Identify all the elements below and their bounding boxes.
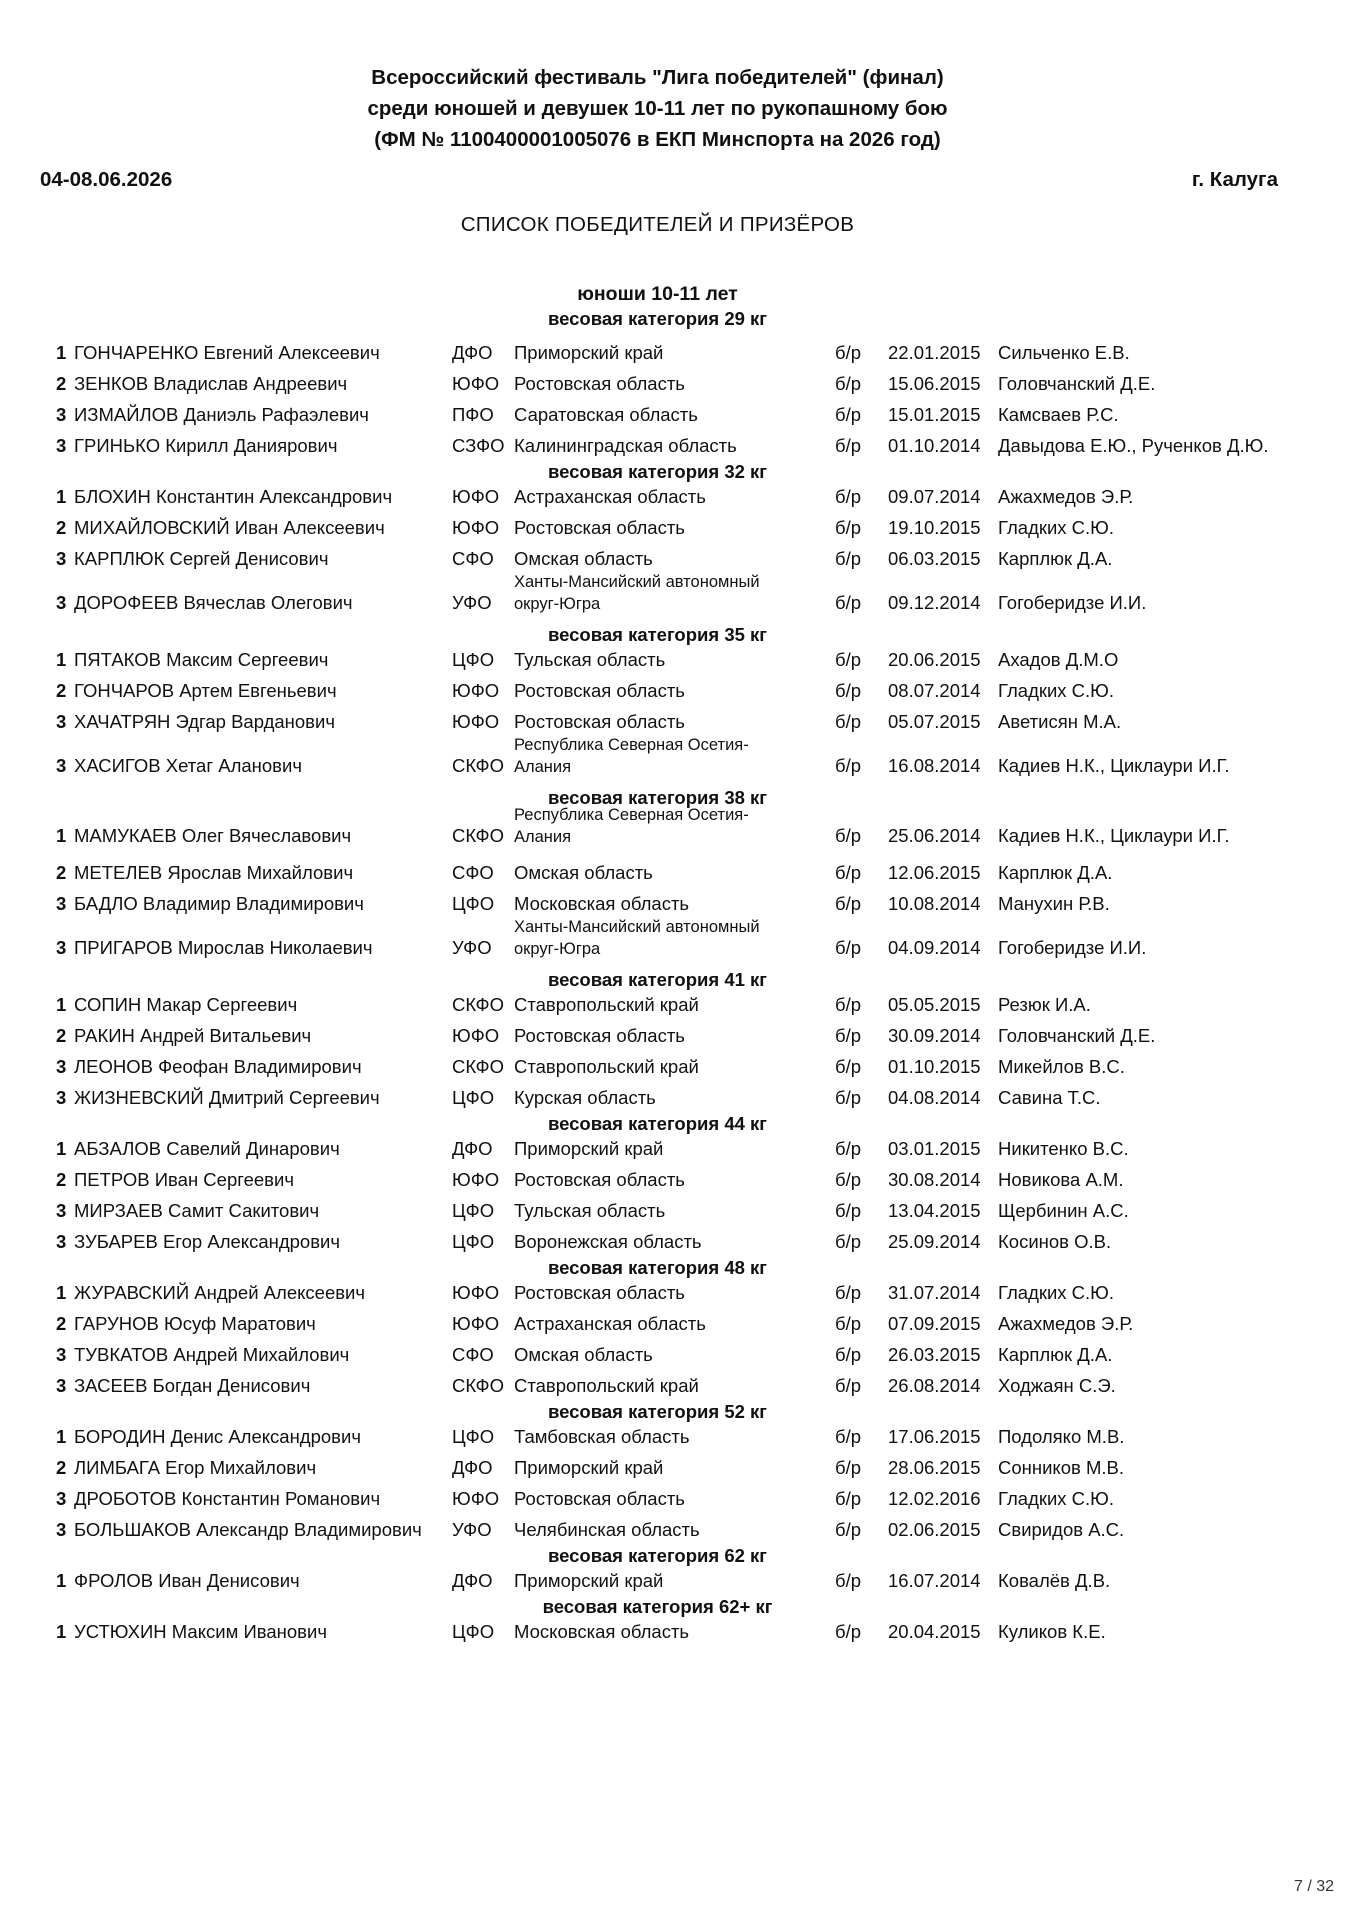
athlete-place: 3 bbox=[56, 1056, 67, 1077]
athlete-region: Курская область bbox=[514, 1087, 656, 1108]
athlete-name: КАРПЛЮК Сергей Денисович bbox=[74, 548, 329, 569]
athlete-birthdate: 25.06.2014 bbox=[888, 825, 981, 846]
athlete-coach: Новикова А.М. bbox=[998, 1169, 1124, 1190]
athlete-name: ХАЧАТРЯН Эдгар Варданович bbox=[74, 711, 335, 732]
athlete-rank: б/р bbox=[835, 893, 862, 914]
athlete-rank: б/р bbox=[835, 825, 862, 846]
athlete-place: 2 bbox=[56, 1457, 67, 1478]
athlete-district: ЮФО bbox=[452, 1025, 500, 1046]
athlete-coach: Кадиев Н.К., Циклаури И.Г. bbox=[998, 755, 1230, 776]
athlete-place: 3 bbox=[56, 548, 67, 569]
athlete-district: СФО bbox=[452, 548, 494, 569]
athlete-birthdate: 08.07.2014 bbox=[888, 680, 981, 701]
athlete-region: Московская область bbox=[514, 1621, 690, 1642]
athlete-region: Астраханская область bbox=[514, 1313, 706, 1334]
athlete-region: Ростовская область bbox=[514, 1488, 685, 1509]
title-line-1: Всероссийский фестиваль "Лига победителей" (финал) bbox=[371, 66, 944, 89]
athlete-region: Челябинская область bbox=[514, 1519, 700, 1540]
athlete-rank: б/р bbox=[835, 1231, 862, 1252]
athlete-name: БОРОДИН Денис Александрович bbox=[74, 1426, 361, 1447]
athlete-district: ЮФО bbox=[452, 1313, 500, 1334]
athlete-birthdate: 26.08.2014 bbox=[888, 1375, 981, 1396]
athlete-birthdate: 22.01.2015 bbox=[888, 342, 981, 363]
athlete-name: ПЕТРОВ Иван Сергеевич bbox=[74, 1169, 294, 1190]
athlete-name: ТУВКАТОВ Андрей Михайлович bbox=[74, 1344, 350, 1365]
athlete-name: БЛОХИН Константин Александрович bbox=[74, 486, 393, 507]
athlete-region: Ставропольский край bbox=[514, 1056, 699, 1077]
athlete-region: Омская область bbox=[514, 1344, 653, 1365]
athlete-rank: б/р bbox=[835, 1087, 862, 1108]
age-group-title: юноши 10-11 лет bbox=[577, 283, 738, 305]
athlete-place: 2 bbox=[56, 517, 67, 538]
athlete-coach: Сильченко Е.В. bbox=[998, 342, 1130, 363]
athlete-rank: б/р bbox=[835, 1200, 862, 1221]
athlete-birthdate: 12.02.2016 bbox=[888, 1488, 981, 1509]
document-title bbox=[0, 62, 1315, 155]
athlete-coach: Карплюк Д.А. bbox=[998, 862, 1113, 883]
athlete-district: ЮФО bbox=[452, 373, 500, 394]
athlete-coach: Щербинин А.С. bbox=[998, 1200, 1129, 1221]
list-title: СПИСОК ПОБЕДИТЕЛЕЙ И ПРИЗЁРОВ bbox=[460, 213, 855, 236]
athlete-name: ПЯТАКОВ Максим Сергеевич bbox=[74, 649, 329, 670]
athlete-birthdate: 01.10.2014 bbox=[888, 435, 981, 456]
athlete-rank: б/р bbox=[835, 1344, 862, 1365]
athlete-place: 2 bbox=[56, 680, 67, 701]
athlete-birthdate: 10.08.2014 bbox=[888, 893, 981, 914]
athlete-name: БАДЛО Владимир Владимирович bbox=[74, 893, 364, 914]
athlete-place: 3 bbox=[56, 1344, 67, 1365]
athlete-birthdate: 19.10.2015 bbox=[888, 517, 981, 538]
weight-category-title: весовая категория 62+ кг bbox=[542, 1596, 773, 1617]
athlete-birthdate: 15.01.2015 bbox=[888, 404, 981, 425]
athlete-region: Калининградская область bbox=[514, 435, 737, 456]
athlete-district: ЮФО bbox=[452, 1282, 500, 1303]
athlete-district: СФО bbox=[452, 862, 494, 883]
athlete-name: ПРИГАРОВ Мирослав Николаевич bbox=[74, 937, 373, 958]
athlete-coach: Гладких С.Ю. bbox=[998, 517, 1115, 538]
athlete-region: Тамбовская область bbox=[514, 1426, 690, 1447]
athlete-name: ЛЕОНОВ Феофан Владимирович bbox=[74, 1056, 362, 1077]
athlete-region: Омская область bbox=[514, 862, 653, 883]
athlete-place: 1 bbox=[56, 1282, 67, 1303]
title-line-2: среди юношей и девушек 10-11 лет по рукопашному бою bbox=[367, 97, 948, 120]
athlete-coach: Ажахмедов Э.Р. bbox=[998, 1313, 1134, 1334]
athlete-rank: б/р bbox=[835, 1313, 862, 1334]
athlete-name: ЛИМБАГА Егор Михайлович bbox=[74, 1457, 317, 1478]
athlete-place: 2 bbox=[56, 1313, 67, 1334]
athlete-district: ПФО bbox=[452, 404, 494, 425]
athlete-region: Ростовская область bbox=[514, 1169, 685, 1190]
page-number: 7 / 32 bbox=[1293, 1878, 1334, 1895]
weight-category-title: весовая категория 62 кг bbox=[547, 1545, 768, 1566]
athlete-birthdate: 26.03.2015 bbox=[888, 1344, 981, 1365]
athlete-name: МАМУКАЕВ Олег Вячеславович bbox=[74, 825, 352, 846]
athlete-coach: Камсваев Р.С. bbox=[998, 404, 1119, 425]
athlete-place: 3 bbox=[56, 755, 67, 776]
athlete-district: УФО bbox=[452, 937, 492, 958]
athlete-region: Тульская область bbox=[514, 649, 666, 670]
athlete-rank: б/р bbox=[835, 1426, 862, 1447]
athlete-district: СКФО bbox=[452, 755, 504, 776]
athlete-coach: Головчанский Д.Е. bbox=[998, 373, 1156, 394]
athlete-coach: Куликов К.Е. bbox=[998, 1621, 1106, 1642]
athlete-district: УФО bbox=[452, 592, 492, 613]
athlete-rank: б/р bbox=[835, 1138, 862, 1159]
athlete-district: ДФО bbox=[452, 1138, 493, 1159]
athlete-coach: Карплюк Д.А. bbox=[998, 1344, 1113, 1365]
athlete-district: ЮФО bbox=[452, 711, 500, 732]
athlete-coach: Резюк И.А. bbox=[998, 994, 1091, 1015]
athlete-birthdate: 05.05.2015 bbox=[888, 994, 981, 1015]
athlete-coach: Головчанский Д.Е. bbox=[998, 1025, 1156, 1046]
athlete-birthdate: 01.10.2015 bbox=[888, 1056, 981, 1077]
weight-category-title: весовая категория 32 кг bbox=[547, 461, 768, 482]
athlete-birthdate: 25.09.2014 bbox=[888, 1231, 981, 1252]
athlete-district: ЦФО bbox=[452, 1621, 495, 1642]
athlete-name: ГРИНЬКО Кирилл Даниярович bbox=[74, 435, 338, 456]
athlete-rank: б/р bbox=[835, 862, 862, 883]
athlete-district: СКФО bbox=[452, 994, 504, 1015]
athlete-birthdate: 04.08.2014 bbox=[888, 1087, 981, 1108]
athlete-birthdate: 28.06.2015 bbox=[888, 1457, 981, 1478]
athlete-rank: б/р bbox=[835, 1519, 862, 1540]
athlete-birthdate: 16.07.2014 bbox=[888, 1570, 981, 1591]
athlete-name: ГОНЧАРЕНКО Евгений Алексеевич bbox=[74, 342, 380, 363]
athlete-name: ЗЕНКОВ Владислав Андреевич bbox=[74, 373, 348, 394]
athlete-district: ЮФО bbox=[452, 486, 500, 507]
athlete-name: ЗАСЕЕВ Богдан Денисович bbox=[74, 1375, 311, 1396]
athlete-district: ЮФО bbox=[452, 1169, 500, 1190]
athlete-rank: б/р bbox=[835, 711, 862, 732]
athlete-district: СФО bbox=[452, 1344, 494, 1365]
athlete-rank: б/р bbox=[835, 994, 862, 1015]
athlete-coach: Никитенко В.С. bbox=[998, 1138, 1129, 1159]
athlete-birthdate: 17.06.2015 bbox=[888, 1426, 981, 1447]
athlete-district: ЦФО bbox=[452, 1087, 495, 1108]
athlete-region: Ростовская область bbox=[514, 711, 685, 732]
athlete-place: 2 bbox=[56, 862, 67, 883]
athlete-region: Приморский край bbox=[514, 1570, 664, 1591]
athlete-region: Саратовская область bbox=[514, 404, 698, 425]
athlete-name: ЖИЗНЕВСКИЙ Дмитрий Сергеевич bbox=[74, 1087, 380, 1108]
weight-category-title: весовая категория 41 кг bbox=[547, 969, 768, 990]
athlete-coach: Савина Т.С. bbox=[998, 1087, 1101, 1108]
athlete-coach: Косинов О.В. bbox=[998, 1231, 1112, 1252]
athlete-coach: Подоляко М.В. bbox=[998, 1426, 1125, 1447]
athlete-birthdate: 09.12.2014 bbox=[888, 592, 981, 613]
athlete-coach: Карплюк Д.А. bbox=[998, 548, 1113, 569]
athlete-name: СОПИН Макар Сергеевич bbox=[74, 994, 298, 1015]
athlete-region: Омская область bbox=[514, 548, 653, 569]
athlete-place: 3 bbox=[56, 937, 67, 958]
athlete-rank: б/р bbox=[835, 649, 862, 670]
athlete-rank: б/р bbox=[835, 1488, 862, 1509]
athlete-place: 1 bbox=[56, 1570, 67, 1591]
athlete-coach: Ковалёв Д.В. bbox=[998, 1570, 1111, 1591]
athlete-coach: Гогоберидзе И.И. bbox=[998, 937, 1147, 958]
athlete-birthdate: 30.08.2014 bbox=[888, 1169, 981, 1190]
athlete-coach: Ходжаян С.Э. bbox=[998, 1375, 1116, 1396]
athlete-coach: Кадиев Н.К., Циклаури И.Г. bbox=[998, 825, 1230, 846]
athlete-rank: б/р bbox=[835, 1282, 862, 1303]
athlete-region: Ростовская область bbox=[514, 1282, 685, 1303]
athlete-place: 3 bbox=[56, 435, 67, 456]
athlete-rank: б/р bbox=[835, 404, 862, 425]
athlete-place: 1 bbox=[56, 994, 67, 1015]
athlete-rank: б/р bbox=[835, 1621, 862, 1642]
athlete-name: АБЗАЛОВ Савелий Динарович bbox=[74, 1138, 340, 1159]
athlete-coach: Аветисян М.А. bbox=[998, 711, 1122, 732]
athlete-name: РАКИН Андрей Витальевич bbox=[74, 1025, 312, 1046]
athlete-birthdate: 30.09.2014 bbox=[888, 1025, 981, 1046]
athlete-place: 3 bbox=[56, 1519, 67, 1540]
athlete-coach: Гогоберидзе И.И. bbox=[998, 592, 1147, 613]
weight-category-title: весовая категория 52 кг bbox=[547, 1401, 768, 1422]
athlete-rank: б/р bbox=[835, 680, 862, 701]
athlete-coach: Гладких С.Ю. bbox=[998, 1488, 1115, 1509]
athlete-rank: б/р bbox=[835, 548, 862, 569]
athlete-district: ЮФО bbox=[452, 1488, 500, 1509]
athlete-birthdate: 05.07.2015 bbox=[888, 711, 981, 732]
athlete-place: 3 bbox=[56, 1375, 67, 1396]
athlete-rank: б/р bbox=[835, 373, 862, 394]
athlete-district: ЦФО bbox=[452, 893, 495, 914]
athlete-rank: б/р bbox=[835, 486, 862, 507]
athlete-birthdate: 02.06.2015 bbox=[888, 1519, 981, 1540]
athlete-district: ЮФО bbox=[452, 680, 500, 701]
athlete-place: 2 bbox=[56, 373, 67, 394]
athlete-region: Ростовская область bbox=[514, 680, 685, 701]
athlete-rank: б/р bbox=[835, 937, 862, 958]
athlete-name: УСТЮХИН Максим Иванович bbox=[74, 1621, 327, 1642]
athlete-birthdate: 13.04.2015 bbox=[888, 1200, 981, 1221]
athlete-region: Ханты-Мансийский автономный округ-Югра bbox=[514, 918, 760, 958]
athlete-district: СКФО bbox=[452, 825, 504, 846]
athlete-place: 1 bbox=[56, 1426, 67, 1447]
athlete-district: ЦФО bbox=[452, 1231, 495, 1252]
athlete-birthdate: 09.07.2014 bbox=[888, 486, 981, 507]
athlete-rank: б/р bbox=[835, 1056, 862, 1077]
weight-category-title: весовая категория 44 кг bbox=[547, 1113, 768, 1134]
athlete-rank: б/р bbox=[835, 435, 862, 456]
athlete-place: 2 bbox=[56, 1169, 67, 1190]
athlete-rank: б/р bbox=[835, 1025, 862, 1046]
weight-category-title: весовая категория 38 кг bbox=[547, 787, 768, 808]
athlete-name: МИХАЙЛОВСКИЙ Иван Алексеевич bbox=[74, 517, 385, 538]
athlete-place: 3 bbox=[56, 404, 67, 425]
athlete-coach: Манухин Р.В. bbox=[998, 893, 1110, 914]
athlete-district: ЮФО bbox=[452, 517, 500, 538]
athlete-birthdate: 06.03.2015 bbox=[888, 548, 981, 569]
athlete-name: ЖУРАВСКИЙ Андрей Алексеевич bbox=[74, 1282, 366, 1303]
athlete-coach: Гладких С.Ю. bbox=[998, 1282, 1115, 1303]
athlete-name: ДРОБОТОВ Константин Романович bbox=[74, 1488, 381, 1509]
athlete-rank: б/р bbox=[835, 517, 862, 538]
athlete-district: ДФО bbox=[452, 1457, 493, 1478]
athlete-district: ЦФО bbox=[452, 649, 495, 670]
weight-category-title: весовая категория 35 кг bbox=[547, 624, 768, 645]
athlete-region: Воронежская область bbox=[514, 1231, 702, 1252]
weight-category-title: весовая категория 48 кг bbox=[547, 1257, 768, 1278]
event-city: г. Калуга bbox=[1191, 168, 1278, 191]
athlete-birthdate: 07.09.2015 bbox=[888, 1313, 981, 1334]
athlete-place: 1 bbox=[56, 649, 67, 670]
athlete-district: ДФО bbox=[452, 342, 493, 363]
athlete-name: ХАСИГОВ Хетаг Аланович bbox=[74, 755, 302, 776]
athlete-place: 3 bbox=[56, 1231, 67, 1252]
athlete-name: ЗУБАРЕВ Егор Александрович bbox=[74, 1231, 341, 1252]
athlete-birthdate: 20.06.2015 bbox=[888, 649, 981, 670]
athlete-coach: Ажахмедов Э.Р. bbox=[998, 486, 1134, 507]
athlete-rank: б/р bbox=[835, 342, 862, 363]
athlete-coach: Ахадов Д.М.О bbox=[998, 649, 1119, 670]
athlete-name: БОЛЬШАКОВ Александр Владимирович bbox=[74, 1519, 422, 1540]
athlete-district: УФО bbox=[452, 1519, 492, 1540]
athlete-region: Ставропольский край bbox=[514, 994, 699, 1015]
title-line-3: (ФМ № 1100400001005076 в ЕКП Минспорта на 2026 год) bbox=[374, 128, 941, 151]
athlete-district: СКФО bbox=[452, 1375, 504, 1396]
athlete-region: Ростовская область bbox=[514, 1025, 685, 1046]
athlete-region: Ростовская область bbox=[514, 517, 685, 538]
athlete-name: ДОРОФЕЕВ Вячеслав Олегович bbox=[74, 592, 353, 613]
athlete-coach: Гладких С.Ю. bbox=[998, 680, 1115, 701]
athlete-rank: б/р bbox=[835, 1457, 862, 1478]
athlete-birthdate: 20.04.2015 bbox=[888, 1621, 981, 1642]
athlete-name: ГАРУНОВ Юсуф Маратович bbox=[74, 1313, 316, 1334]
weight-category-title: весовая категория 29 кг bbox=[547, 308, 768, 329]
athlete-place: 3 bbox=[56, 1087, 67, 1108]
athlete-coach: Свиридов А.С. bbox=[998, 1519, 1125, 1540]
athlete-name: МИРЗАЕВ Самит Сакитович bbox=[74, 1200, 320, 1221]
athlete-region: Приморский край bbox=[514, 342, 664, 363]
athlete-region: Астраханская область bbox=[514, 486, 706, 507]
athlete-place: 2 bbox=[56, 1025, 67, 1046]
athlete-place: 3 bbox=[56, 711, 67, 732]
athlete-place: 3 bbox=[56, 1488, 67, 1509]
athlete-birthdate: 31.07.2014 bbox=[888, 1282, 981, 1303]
athlete-region: Республика Северная Осетия-Алания bbox=[514, 736, 749, 776]
athlete-region: Республика Северная Осетия-Алания bbox=[514, 806, 749, 846]
event-dates: 04-08.06.2026 bbox=[40, 168, 173, 191]
athlete-place: 1 bbox=[56, 1621, 67, 1642]
athlete-region: Ростовская область bbox=[514, 373, 685, 394]
athlete-region: Тульская область bbox=[514, 1200, 666, 1221]
athlete-place: 1 bbox=[56, 486, 67, 507]
athlete-place: 3 bbox=[56, 1200, 67, 1221]
athlete-region: Ханты-Мансийский автономный округ-Югра bbox=[514, 573, 760, 613]
athlete-rank: б/р bbox=[835, 755, 862, 776]
athlete-place: 1 bbox=[56, 1138, 67, 1159]
athlete-rank: б/р bbox=[835, 592, 862, 613]
athlete-district: ЦФО bbox=[452, 1200, 495, 1221]
athlete-district: ДФО bbox=[452, 1570, 493, 1591]
athlete-birthdate: 03.01.2015 bbox=[888, 1138, 981, 1159]
athlete-rank: б/р bbox=[835, 1375, 862, 1396]
athlete-region: Московская область bbox=[514, 893, 690, 914]
athlete-region: Приморский край bbox=[514, 1138, 664, 1159]
athlete-district: СКФО bbox=[452, 1056, 504, 1077]
athlete-birthdate: 16.08.2014 bbox=[888, 755, 981, 776]
athlete-birthdate: 12.06.2015 bbox=[888, 862, 981, 883]
athlete-name: ГОНЧАРОВ Артем Евгеньевич bbox=[74, 680, 337, 701]
athlete-coach: Сонников М.В. bbox=[998, 1457, 1125, 1478]
athlete-place: 3 bbox=[56, 893, 67, 914]
athlete-district: СЗФО bbox=[452, 435, 505, 456]
athlete-place: 1 bbox=[56, 342, 67, 363]
athlete-name: МЕТЕЛЕВ Ярослав Михайлович bbox=[74, 862, 354, 883]
athlete-name: ИЗМАЙЛОВ Даниэль Рафаэлевич bbox=[74, 404, 369, 425]
athlete-coach: Давыдова Е.Ю., Рученков Д.Ю. bbox=[998, 435, 1269, 456]
athlete-coach: Микейлов В.С. bbox=[998, 1056, 1125, 1077]
athlete-name: ФРОЛОВ Иван Денисович bbox=[74, 1570, 300, 1591]
athlete-place: 1 bbox=[56, 825, 67, 846]
athlete-birthdate: 15.06.2015 bbox=[888, 373, 981, 394]
athlete-region: Приморский край bbox=[514, 1457, 664, 1478]
athlete-place: 3 bbox=[56, 592, 67, 613]
athlete-region: Ставропольский край bbox=[514, 1375, 699, 1396]
athlete-rank: б/р bbox=[835, 1169, 862, 1190]
athlete-birthdate: 04.09.2014 bbox=[888, 937, 981, 958]
athlete-rank: б/р bbox=[835, 1570, 862, 1591]
athlete-district: ЦФО bbox=[452, 1426, 495, 1447]
